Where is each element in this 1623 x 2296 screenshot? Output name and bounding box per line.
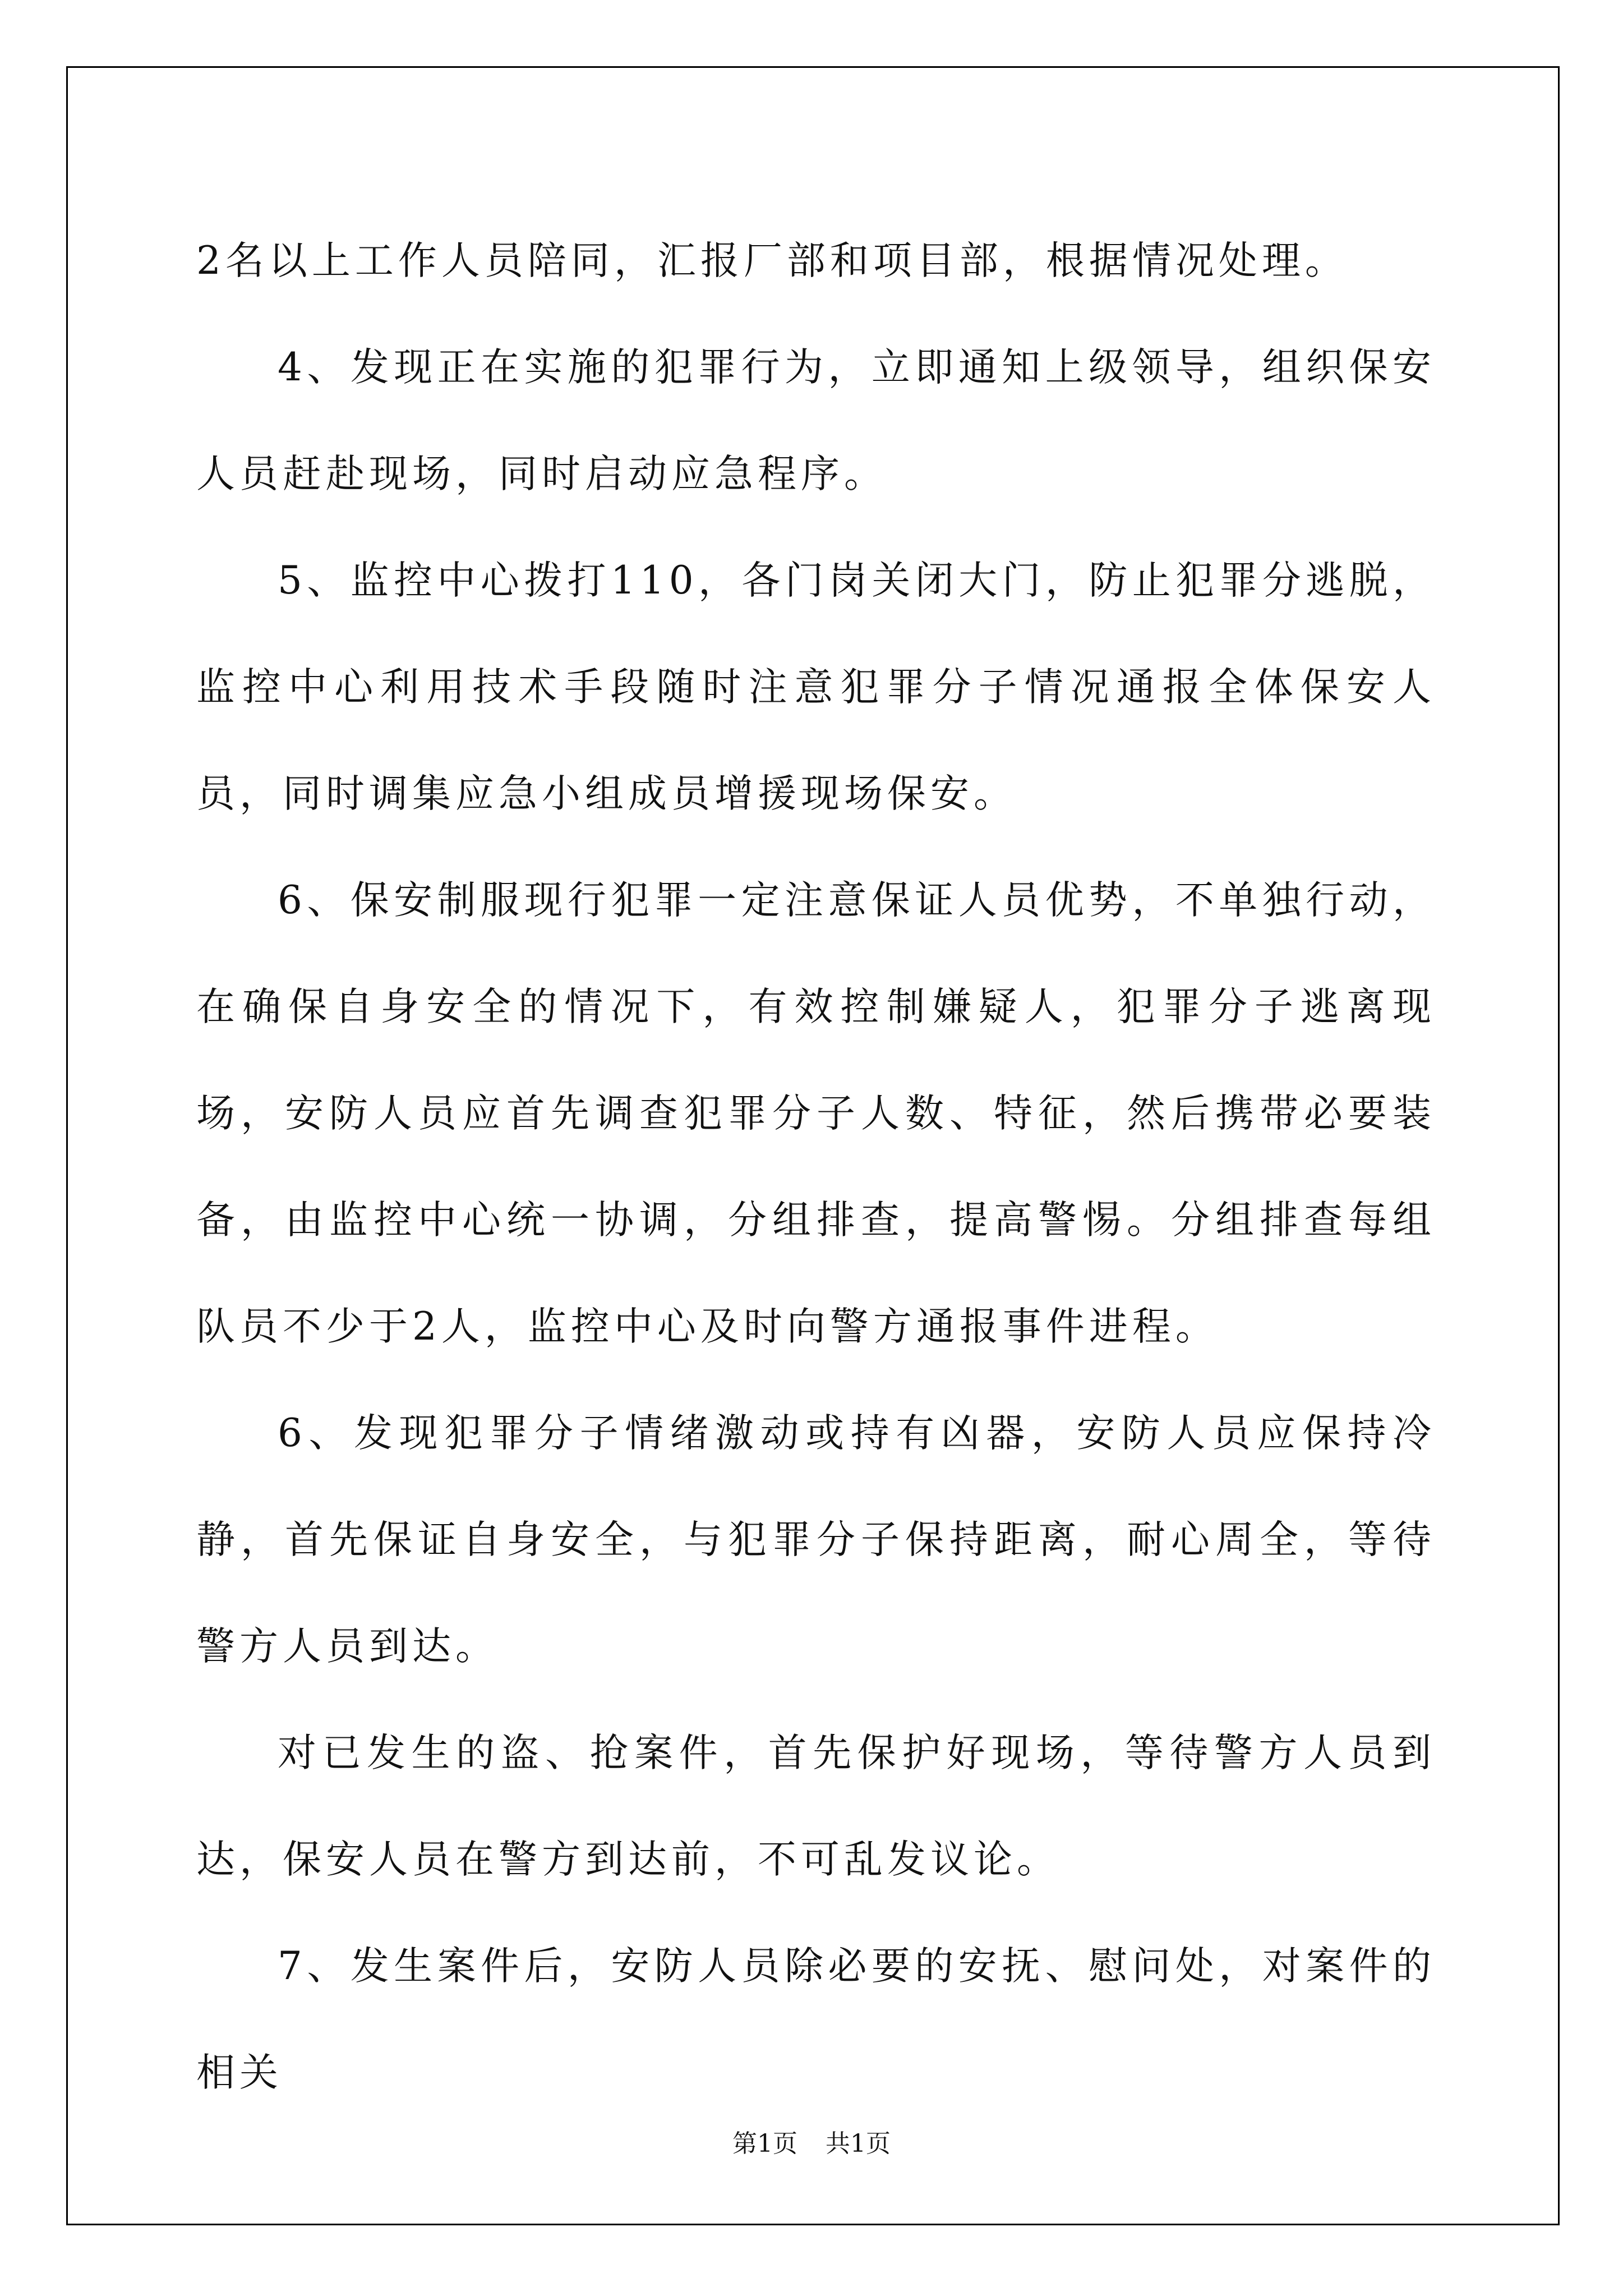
paragraph-1: 2名以上工作人员陪同，汇报厂部和项目部，根据情况处理。 xyxy=(196,238,1348,283)
paragraph-7: 7、发生案件后，安防人员除必要的安抚、慰问处，对案件的相关 xyxy=(196,1944,1436,2095)
page-footer xyxy=(0,2127,1623,2161)
page-number: 第1页 xyxy=(732,2129,797,2158)
paragraph-6: 对已发生的盗、抢案件，首先保护好现场，等待警方人员到达，保安人员在警方到达前，不可乱发议论。 xyxy=(196,1731,1436,1882)
paragraph-3: 5、监控中心拨打110，各门岗关闭大门，防止犯罪分逃脱，监控中心利用技术手段随时注意犯罪分子情况通报全体保安人员，同时调集应急小组成员增援现场保安。 xyxy=(196,558,1436,816)
page-total: 共1页 xyxy=(826,2129,891,2158)
paragraph-5: 6、发现犯罪分子情绪激动或持有凶器，安防人员应保持冷静，首先保证自身安全，与犯罪分子保持距离，耐心周全，等待警方人员到达。 xyxy=(196,1411,1436,1669)
paragraph-2: 4、发现正在实施的犯罪行为，立即通知上级领导，组织保安人员赶赴现场，同时启动应急程序。 xyxy=(196,345,1436,496)
paragraph-4: 6、保安制服现行犯罪一定注意保证人员优势，不单独行动，在确保自身安全的情况下，有效控制嫌疑人，犯罪分子逃离现场，安防人员应首先调查犯罪分子人数、特征，然后携带必要装备，由监控中心统一协调，分组排查，提高警惕。分组排查每组队员不少于2人，监控中心及时向警方通报事件进程。 xyxy=(196,878,1436,1349)
document-body xyxy=(196,208,1436,2126)
